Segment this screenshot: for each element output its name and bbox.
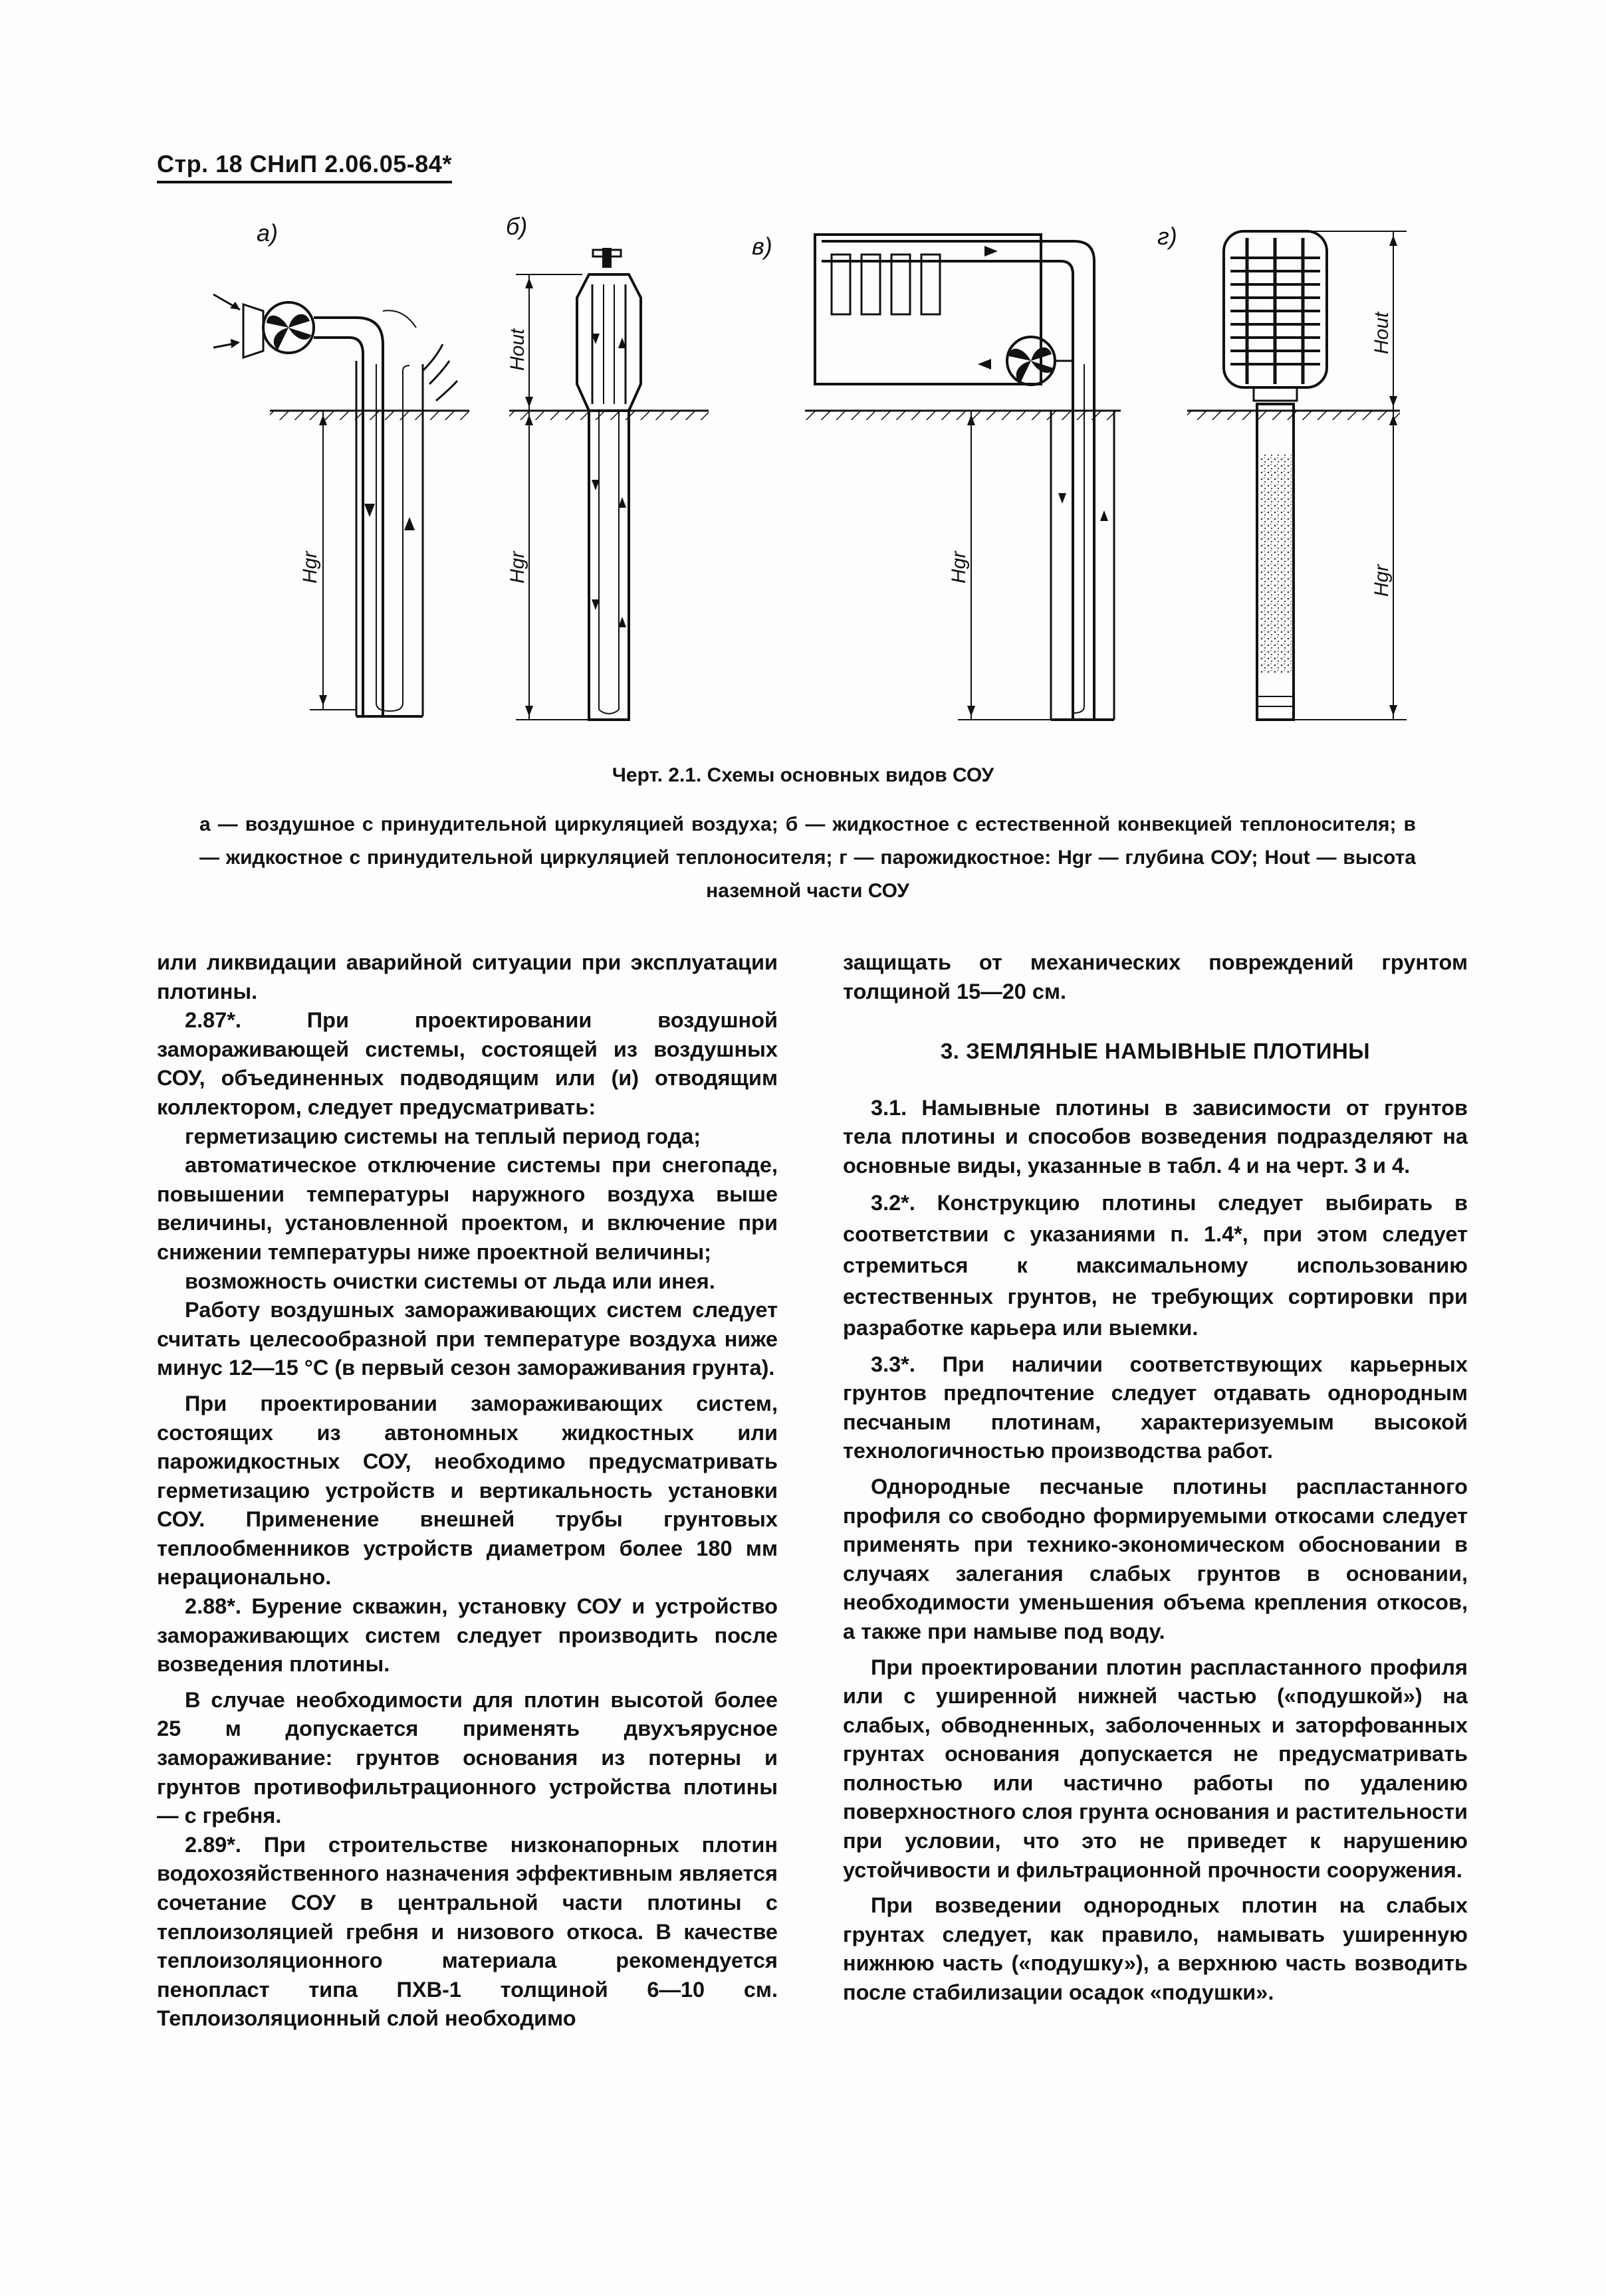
panel-b-letter: б) bbox=[506, 213, 528, 240]
section-title: 3. ЗЕМЛЯНЫЕ НАМЫВНЫЕ ПЛОТИНЫ bbox=[940, 1039, 1371, 1064]
panel-a bbox=[213, 219, 469, 716]
paragraph: При проектировании плотин распластанного профиля или с уширенной нижней частью («подушкой») на слабых, обводненных, заболоченных и заторфованных грунтах основания допускается не предусматривать полностью или частично работы по удалению поверхностного слоя грунта основания и растительности при условии, что это не приведет к нарушению устойчивости и фильтрационной прочности сооружения. bbox=[843, 1655, 1468, 1882]
paragraph: или ликвидации аварийной ситуации при эксплуатации плотины. bbox=[157, 950, 778, 1003]
paragraph: При проектировании замораживающих систем, состоящих из автономных жидкостных или парожидкостных СОУ, необходимо предусматривать герметизацию устройств и вертикальность установки СОУ. Применение внешней трубы грунтовых теплообменников устройств диаметром более 180 мм нерационально. bbox=[157, 1391, 778, 1590]
panel-a-letter: а) bbox=[257, 219, 279, 247]
paragraph-2-89: 2.89*. При строительстве низконапорных плотин водохозяйственного назначения эффективным является сочетание СОУ в центральной части плотины с теплоизоляцией гребня и низового откоса. В качестве теплоизоляционного материала рекомендуется пенопласт типа ПХВ-1 толщиной 6—10 см. Теплоизоляционный слой необходимо bbox=[157, 1832, 778, 2031]
right-column bbox=[843, 948, 1468, 2008]
page-header: Стр. 18 СНиП 2.06.05-84* bbox=[157, 150, 452, 177]
list-item: возможность очистки системы от льда или инея. bbox=[185, 1269, 715, 1293]
panel-b-hgr-label: Hgr bbox=[507, 551, 528, 583]
paragraph-3-3: 3.3*. При наличии соответствующих карьерных грунтов предпочтение следует отдавать однородным песчаным плотинам, характеризуемым высокой технологичностью производства работ. bbox=[843, 1352, 1468, 1463]
panel-d bbox=[1157, 223, 1407, 720]
panel-c-hgr-label: Hgr bbox=[948, 551, 970, 583]
paragraph-2-87: 2.87*. При проектировании воздушной замораживающей системы, состоящей из воздушных СОУ, объединенных подводящим или (и) отводящим коллектором, следует предусматривать: bbox=[157, 1008, 778, 1119]
paragraph-2-88: 2.88*. Бурение скважин, установку СОУ и устройство замораживающих систем следует производить после возведения плотины. bbox=[157, 1594, 778, 1677]
paragraph: В случае необходимости для плотин высотой более 25 м допускается применять двухъярусное замораживание: грунтов основания из потерны и грунтов противофильтрационного устройства плотины — с гребня. bbox=[157, 1687, 778, 1828]
panel-d-hout-label: Hout bbox=[1371, 312, 1393, 354]
list-item: герметизацию системы на теплый период года; bbox=[185, 1124, 701, 1148]
paragraph: защищать от механических повреждений грунтом толщиной 15—20 см. bbox=[843, 950, 1468, 1003]
paragraph: Работу воздушных замораживающих систем следует считать целесообразной при температуре воздуха ниже минус 12—15 °С (в первый сезон замораживания грунта). bbox=[157, 1298, 778, 1380]
panel-c-letter: в) bbox=[752, 233, 772, 260]
panel-c bbox=[752, 233, 1121, 720]
panel-d-hgr-label: Hgr bbox=[1371, 564, 1393, 597]
paragraph: При возведении однородных плотин на слабых грунтах следует, как правило, намывать уширенную нижнюю часть («подушку»), а верхнюю часть возводить после стабилизации осадок «подушки». bbox=[843, 1893, 1468, 2005]
panel-b-hout-label: Hout bbox=[507, 328, 528, 371]
paragraph-3-2: 3.2*. Конструкцию плотины следует выбирать в соответствии с указаниями п. 1.4*, при этом следует стремиться к максимальному использованию естественных грунтов, не требующих сортировки при разработке карьера или выемки. bbox=[843, 1190, 1468, 1340]
list-item: автоматическое отключение системы при снегопаде, повышении температуры наружного воздуха выше величины, установленной проектом, и включение при снижении температуры ниже проектной величины; bbox=[157, 1153, 778, 1264]
paragraph-3-1: 3.1. Намывные плотины в зависимости от грунтов тела плотины и способов возведения подразделяют на основные виды, указанные в табл. 4 и на черт. 3 и 4. bbox=[843, 1095, 1468, 1178]
figure-caption-title: Черт. 2.1. Схемы основных видов СОУ bbox=[612, 764, 994, 786]
figure-drawing bbox=[157, 211, 1449, 743]
paragraph: Однородные песчаные плотины распластанного профиля со свободно формируемыми откосами следует применять при технико-экономическом обосновании в случаях залегания слабых грунтов в основании, необходимости уменьшения объема крепления откосов, а также при намыве под воду. bbox=[843, 1474, 1468, 1643]
left-column bbox=[157, 948, 778, 2034]
panel-b bbox=[506, 213, 709, 720]
figure-sou-schemes bbox=[157, 211, 1449, 743]
panel-a-hgr-label: Hgr bbox=[299, 551, 321, 583]
panel-d-letter: г) bbox=[1157, 223, 1177, 250]
figure-caption-legend: а — воздушное с принудительной циркуляцией воздуха; б — жидкостное с естественной конвекцией теплоносителя; в — жидкостное с принудительной циркуляцией теплоносителя; г — парожидкостное: Hgr — глубина СОУ; Hout — высота наземной части СОУ bbox=[199, 813, 1416, 902]
